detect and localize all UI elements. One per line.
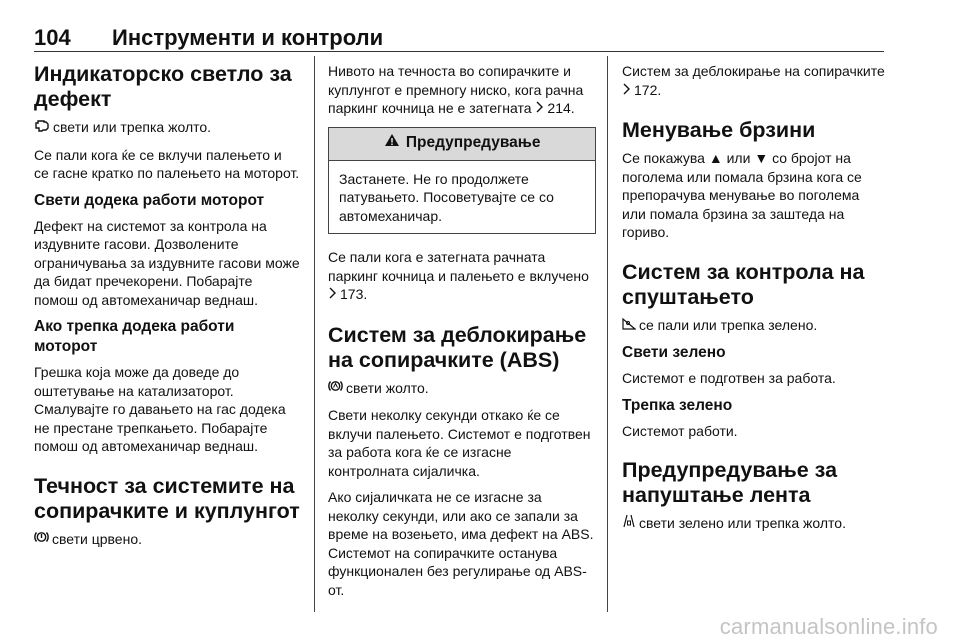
heading-malfunction-indicator: Индикаторско светло за дефект [34, 62, 292, 111]
warning-title: Предупредување [405, 133, 541, 151]
page-number: 104 [34, 25, 71, 50]
heading-gear-shift: Менување брзини [622, 118, 816, 142]
paragraph: Системот е подготвен за работа. [622, 370, 836, 386]
brake-fluid-icon [34, 530, 49, 550]
heading-lane-departure: Предупредување за напуштање лента [622, 458, 838, 507]
paragraph: Нивото на течноста во сопирачките и куплунгот е премногу ниско, кога рачна паркинг кочница не е затегната 214. [328, 62, 596, 119]
reference-arrow-icon [328, 286, 337, 305]
warning-text: Застанете. Не го продолжете патувањето. Посоветувајте се со автомеханичар. [339, 170, 554, 224]
subheading-flashing: Ако трепка додека работи моторот [34, 318, 235, 355]
subheading-lit: Свети додека работи моторот [34, 191, 265, 209]
subheading-green-flash: Трепка зелено [622, 396, 733, 414]
subheading-green-lit: Свети зелено [622, 344, 726, 361]
paragraph: Се пали кога ќе се вклучи палењето и се гасне кратко по палењето на моторот. [34, 146, 300, 181]
paragraph: Систем за деблокирање на сопирачките 172. [622, 62, 886, 100]
paragraph: Се покажува ▲ или ▼ со бројот на поголема или помала брзина кога се препорачува менување во поголема или помала брзина за заштеда на гориво. [622, 150, 862, 240]
paragraph: свети или трепка жолто. [34, 118, 300, 138]
check-engine-icon [34, 119, 50, 138]
column-divider-1 [314, 56, 315, 612]
paragraph: свети зелено или трепка жолто. [622, 514, 886, 534]
abs-icon [328, 379, 343, 399]
arrow-up-icon: ▲ [708, 150, 723, 166]
paragraph: се пали или трепка зелено. [622, 316, 886, 336]
header-rule [34, 51, 884, 52]
paragraph: Се пали кога е затегната рачната паркинг кочница и палењето е вклучено 173. [328, 248, 596, 305]
running-title: Инструменти и контроли [112, 25, 384, 50]
warning-box [328, 127, 596, 235]
paragraph: Ако сијаличката не се изгасне за неколку секунди, или ако се запали за време на возењето, има дефект на ABS. Системот на сопирачките останува функционален без регулирање од ABS-от. [328, 489, 594, 598]
page-header [0, 0, 960, 54]
arrow-down-icon: ▼ [754, 150, 769, 166]
heading-hill-descent: Систем за контрола на спуштањето [622, 259, 865, 309]
paragraph: свети жолто. [328, 379, 596, 399]
paragraph: Грешка која може да доведе до оштетување на катализаторот. Смалувајте го давањето на гас додека не престане трепкањето. Побарајте помош од автомеханичар веднаш. [34, 364, 286, 454]
paragraph: свети црвено. [34, 530, 300, 550]
hill-descent-icon [622, 316, 636, 336]
paragraph: Свети неколку секунди откако ќе се вклучи палењето. Системот е подготвен за работа кога ќе се изгасне контролната сијаличка. [328, 407, 591, 479]
watermark: carmanualsonline.info [719, 614, 938, 639]
paragraph: Системот работи. [622, 422, 738, 439]
heading-brake-fluid: Течност за системите на сопирачките и куплунгот [34, 473, 300, 523]
column-3 [622, 62, 886, 542]
column-1 [34, 62, 300, 557]
column-2 [328, 62, 596, 607]
column-divider-2 [607, 56, 608, 612]
paragraph: Дефект на системот за контрола на издувните гасови. Дозволените ограничувања за издувните гасови може да бидат пречекорени. Побарајте помош од автомеханичар веднаш. [34, 217, 300, 308]
lane-departure-icon [622, 514, 636, 534]
heading-abs: Систем за деблокирање на сопирачките (ABS) [328, 322, 587, 372]
warning-triangle-icon [384, 134, 404, 151]
warning-header [329, 128, 595, 161]
reference-arrow-icon [535, 100, 544, 119]
reference-arrow-icon [622, 82, 631, 101]
